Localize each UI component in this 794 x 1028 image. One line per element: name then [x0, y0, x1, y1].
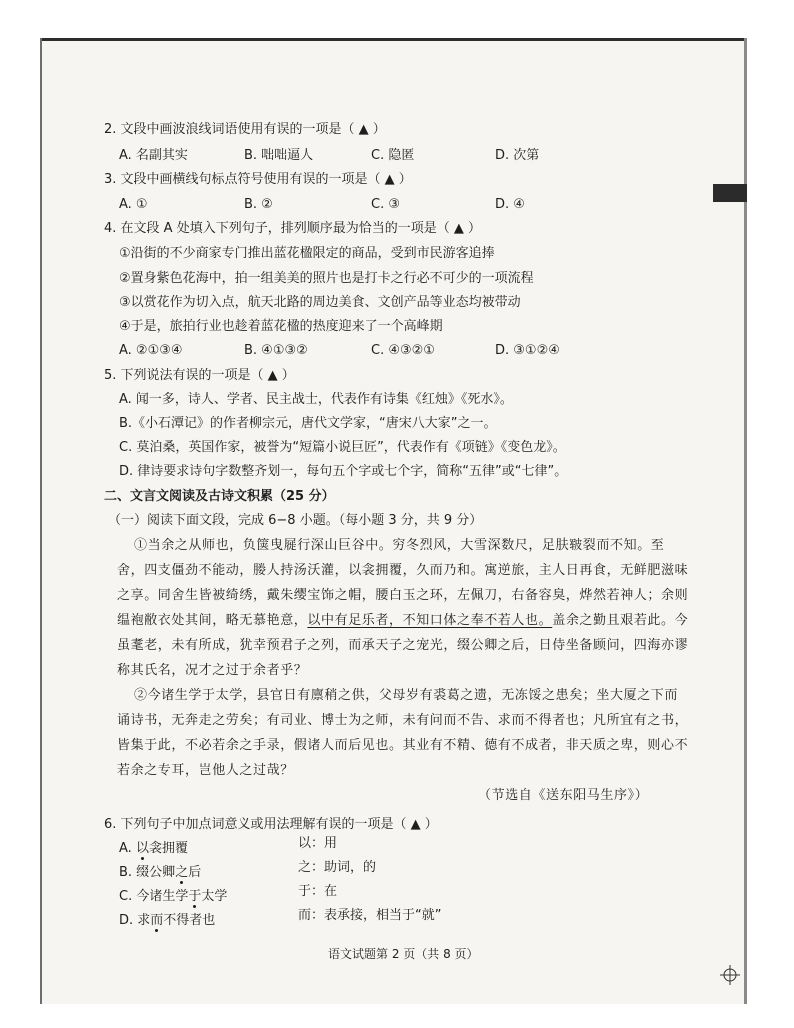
q4-sentence-2: ②置身紫色花海中，拍一组美美的照片也是打卡之行必不可少的一项流程: [119, 271, 534, 286]
q5-option-d[interactable]: D. 律诗要求诗句字数整齐划一，每句五个字或七个字，简称“五律”或“七律”。: [119, 464, 568, 479]
q4-sentence-4: ④于是，旅拍行业也趁着蓝花楹的热度迎来了一个高峰期: [119, 319, 443, 334]
q2-option-c[interactable]: C. 隐匿: [371, 148, 415, 163]
q5-option-b[interactable]: B.《小石潭记》的作者柳宗元，唐代文学家，“唐宋八大家”之一。: [119, 416, 497, 431]
q6-explanation-b: 之：助词，的: [298, 860, 377, 875]
section-2-title: 二、文言文阅读及古诗文积累（25 分）: [104, 489, 335, 504]
q2-stem: 2. 文段中画波浪线词语使用有误的一项是（ ▲ ）: [104, 122, 386, 137]
q6-option-b[interactable]: [119, 864, 201, 882]
passage-p2-line-2: 诵诗书，无奔走之劳矣；有司业、博士为之师，未有问而不告、求而不得者也；凡所宜有之书，: [117, 713, 689, 728]
underlined-sentence: 以中有足乐者，不知口体之奉不若人也。: [307, 613, 553, 628]
q6-b-dotted-word: 之: [175, 865, 189, 880]
page-frame-right: [744, 38, 747, 1004]
passage-p1-line-1: ①当余之从师也，负箧曳屣行深山巨谷中。穷冬烈风，大雪深数尺，足肤皲裂而不知。至: [134, 538, 665, 553]
section-2-part-1: （一）阅读下面文段，完成 6−8 小题。（每小题 3 分，共 9 分）: [108, 513, 483, 528]
passage-p1-line-2: 舍，四支僵劲不能动，媵人持汤沃灌，以衾拥覆，久而乃和。寓逆旅，主人日再食，无鲜肥滋味: [117, 563, 689, 578]
passage-p1-line-4: [117, 612, 688, 630]
passage-p1-line-4-end: 盖余之勤且艰若此。今: [552, 613, 689, 628]
registration-mark-icon: [720, 965, 740, 985]
q6-explanation-d: 而：表承接，相当于“就”: [298, 908, 442, 923]
q4-option-c[interactable]: C. ④③②①: [371, 343, 435, 358]
q2-option-b[interactable]: B. 咄咄逼人: [244, 148, 314, 163]
q4-option-d[interactable]: D. ③①②④: [495, 343, 560, 358]
q5-option-a[interactable]: A. 闻一多，诗人、学者、民主战士，代表作有诗集《红烛》《死水》。: [119, 392, 513, 407]
passage-p1-line-5: 虽耄老，未有所成，犹幸预君子之列，而承天子之宠光，缀公卿之后，日侍坐备顾问，四海亦谬: [117, 638, 689, 653]
passage-p2-line-4: 若余之专耳，岂他人之过哉？: [117, 763, 294, 778]
q6-d-prefix: D. 求: [119, 913, 151, 928]
q6-d-rest: 不得者也: [163, 913, 216, 928]
q2-option-d[interactable]: D. 次第: [495, 148, 540, 163]
q3-option-c[interactable]: C. ③: [371, 197, 400, 212]
passage-p2-line-1: ②今诸生学于太学，县官日有廪稍之供，父母岁有裘葛之遗，无冻馁之患矣；坐大厦之下而: [134, 688, 679, 703]
q4-option-a[interactable]: A. ②①③④: [119, 343, 183, 358]
q3-option-a[interactable]: A. ①: [119, 197, 148, 212]
q6-c-dotted-word: 于: [188, 889, 202, 904]
page-footer: 语文试题第 2 页（共 8 页）: [328, 947, 479, 961]
q3-option-d[interactable]: D. ④: [495, 197, 525, 212]
q6-b-prefix: B. 缀公卿: [119, 865, 176, 880]
q4-sentence-3: ③以赏花作为切入点，航天北路的周边美食、文创产品等业态均被带动: [119, 295, 521, 310]
q6-option-a[interactable]: [119, 840, 188, 858]
q4-stem: 4. 在文段 A 处填入下列句子，排列顺序最为恰当的一项是（ ▲ ）: [104, 221, 481, 236]
q6-b-rest: 后: [188, 865, 202, 880]
q6-c-prefix: C. 今诸生学: [119, 889, 189, 904]
passage-p1-line-6: 称其氏名，况才之过于余者乎？: [117, 663, 308, 678]
q5-option-c[interactable]: C. 莫泊桑，英国作家，被誉为“短篇小说巨匠”，代表作有《项链》《变色龙》。: [119, 440, 566, 455]
passage-p1-line-4-start: 缊袍敝衣处其间，略无慕艳意，: [117, 613, 308, 628]
q6-explanation-c: 于：在: [298, 884, 338, 899]
q6-a-rest: 衾拥覆: [148, 841, 188, 856]
q6-explanation-a: 以：用: [298, 836, 338, 851]
q5-stem: 5. 下列说法有误的一项是（ ▲ ）: [104, 368, 295, 383]
passage-source: （节选自《送东阳马生序》）: [478, 788, 649, 803]
q6-c-rest: 太学: [201, 889, 228, 904]
q3-stem: 3. 文段中画横线句标点符号使用有误的一项是（ ▲ ）: [104, 172, 412, 187]
q4-option-b[interactable]: B. ④①③②: [244, 343, 308, 358]
q6-a-prefix: A.: [119, 841, 136, 856]
q4-sentence-1: ①沿街的不少商家专门推出蓝花楹限定的商品，受到市民游客追捧: [119, 246, 495, 261]
binding-tab-mark: [713, 184, 747, 202]
page-frame-top: [40, 38, 746, 41]
q6-stem: 6. 下列句子中加点词意义或用法理解有误的一项是（ ▲ ）: [104, 817, 438, 832]
q6-a-dotted-word: 以: [135, 841, 149, 856]
passage-p2-line-3: 皆集于此，不必若余之手录，假诸人而后见也。其业有不精、德有不成者，非天质之卑，则心不: [117, 738, 689, 753]
q3-option-b[interactable]: B. ②: [244, 197, 273, 212]
passage-p1-line-3: 之享。同舍生皆被绮绣，戴朱缨宝饰之帽，腰白玉之环，左佩刀，右备容臭，烨然若神人；余则: [117, 588, 689, 603]
q6-d-dotted-word: 而: [150, 913, 164, 928]
q6-option-d[interactable]: [119, 912, 215, 930]
q2-option-a[interactable]: A. 名副其实: [119, 148, 188, 163]
q6-option-c[interactable]: [119, 888, 227, 906]
page-frame-left: [40, 38, 42, 1004]
